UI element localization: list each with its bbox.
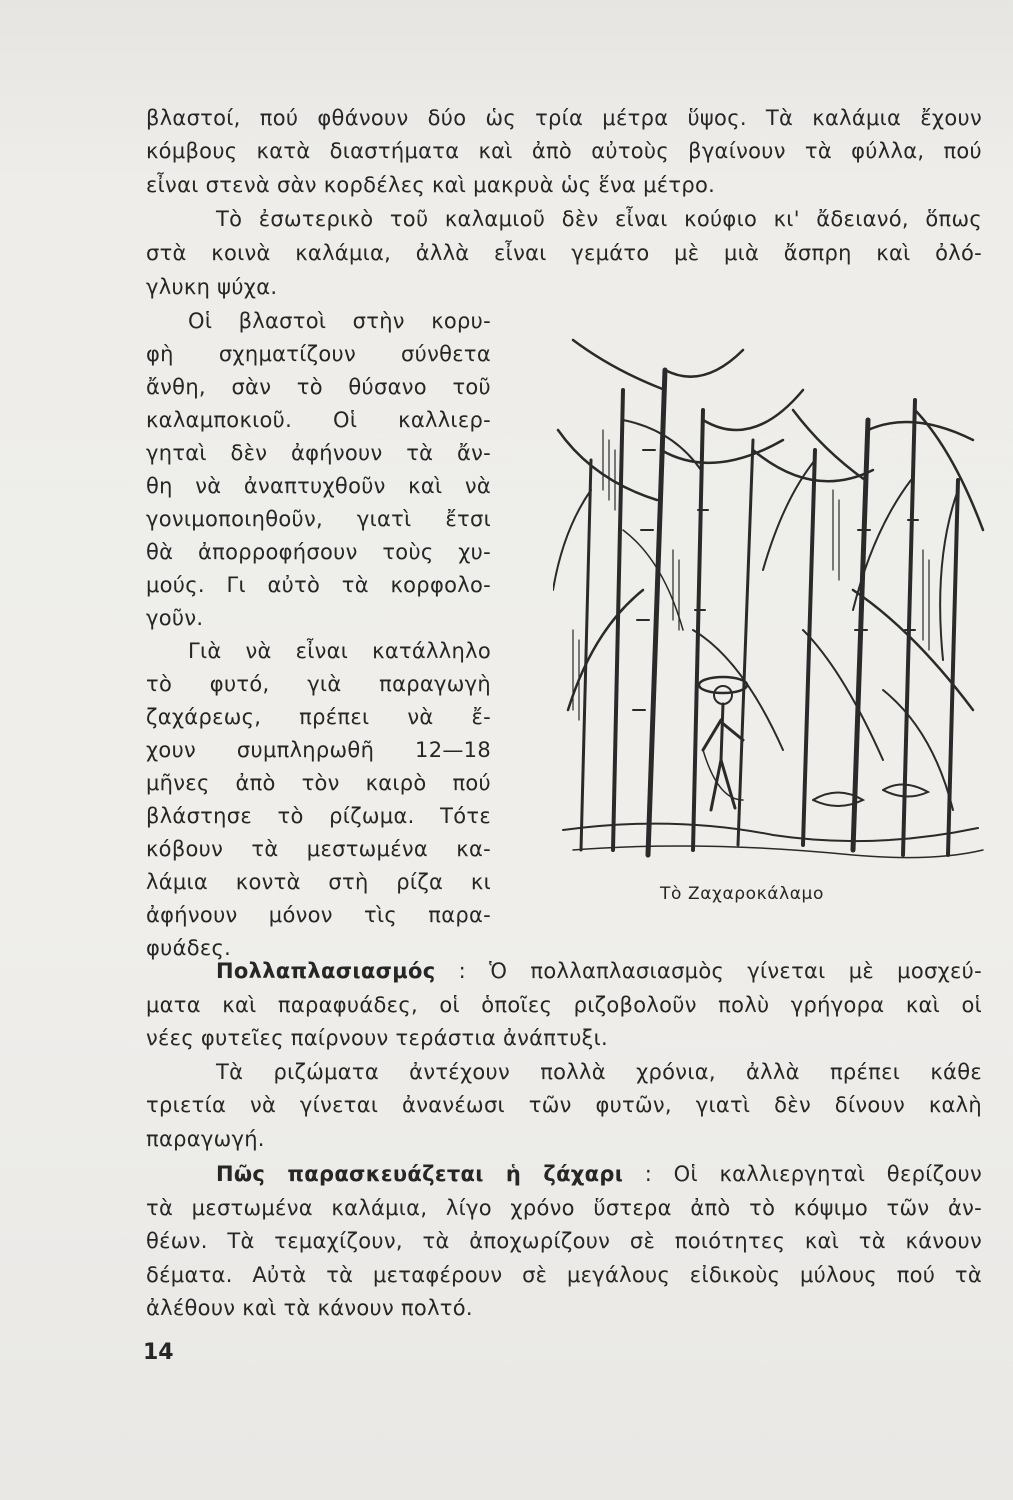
column-line: βλάστησε τὸ ρίζωμα. Τότε [146, 804, 491, 828]
text-line: νέες φυτεῖες παίρνουν τεράστια ἀνάπτυξι. [146, 1026, 609, 1050]
column-line: ἄνθη, σὰν τὸ θύσανο τοῦ [146, 375, 491, 399]
column-line: Γιὰ νὰ εἶναι κατάλληλο [188, 639, 491, 663]
text-line: γλυκη ψύχα. [146, 275, 278, 299]
column-line: φυάδες. [146, 936, 232, 960]
text-line: εἶναι στενὰ σὰν κορδέλες καὶ μακρυὰ ὡς ἕνα μέτρο. [146, 173, 716, 197]
text-line: κόμβους κατὰ διαστήματα καὶ ἀπὸ αὐτοὺς βγαίνουν τὰ φύλλα, πού [146, 139, 982, 163]
text-line: ματα καὶ παραφυάδες, οἱ ὁποῖες ριζοβολοῦν πολὺ γρήγορα καὶ οἱ [146, 993, 982, 1017]
column-line: θη νὰ ἀναπτυχθοῦν καὶ νὰ [146, 474, 491, 498]
text-line: δέματα. Αὐτὰ τὰ μεταφέρουν σὲ μεγάλους εἰδικοὺς μύλους πού τὰ [146, 1263, 982, 1287]
text-line: στὰ κοινὰ καλάμια, ἀλλὰ εἶναι γεμάτο μὲ μιὰ ἄσπρη καὶ ὀλό- [146, 241, 982, 265]
column-line: ζαχάρεως, πρέπει νὰ ἔ- [146, 705, 491, 729]
column-line: μούς. Γι αὐτὸ τὰ κορφολο- [146, 573, 491, 597]
column-line: χουν συμπληρωθῆ 12—18 [146, 738, 491, 762]
section-heading: Πῶς παρασκευάζεται ἡ ζάχαρι [216, 1162, 624, 1186]
column-line: θὰ ἀπορροφήσουν τοὺς χυ- [146, 540, 491, 564]
column-line: λάμια κοντὰ στὴ ρίζα κι [146, 870, 491, 894]
column-line: καλαμποκιοῦ. Οἱ καλλιερ- [146, 408, 491, 432]
column-line: Οἱ βλαστοὶ στὴν κορυ- [188, 309, 491, 333]
text-line: ἀλέθουν καὶ τὰ κάνουν πολτό. [146, 1296, 473, 1320]
column-line: μῆνες ἀπὸ τὸν καιρὸ πού [146, 771, 491, 795]
section-heading-line [146, 1159, 982, 1189]
text-line: τριετία νὰ γίνεται ἀνανέωσι τῶν φυτῶν, γιατὶ δὲν δίνουν καλὴ [146, 1093, 982, 1117]
text-run: : Ὁ πολλαπλασιασμὸς γίνεται μὲ μοσχεύ- [458, 959, 983, 983]
section-heading-line [146, 956, 982, 986]
image-caption: Τὸ Ζαχαροκάλαμο [660, 884, 824, 904]
column-line: γονιμοποιηθοῦν, γιατὶ ἔτσι [146, 507, 491, 531]
column-line: γοῦν. [146, 606, 204, 630]
page-number: 14 [143, 1340, 174, 1365]
text-line: Τὰ ριζώματα ἀντέχουν πολλὰ χρόνια, ἀλλὰ πρέπει κάθε [216, 1060, 982, 1084]
text-line: θέων. Τὰ τεμαχίζουν, τὰ ἀποχωρίζουν σὲ ποιότητες καὶ τὰ κάνουν [146, 1229, 982, 1253]
column-line: γηταὶ δὲν ἀφήνουν τὰ ἄν- [146, 441, 491, 465]
column-line: φὴ σχηματίζουν σύνθετα [146, 342, 491, 366]
text-line: Τὸ ἐσωτερικὸ τοῦ καλαμιοῦ δὲν εἶναι κούφιο κι' ἄδειανό, ὅπως [216, 207, 982, 231]
column-line: ἀφήνουν μόνον τὶς παρα- [146, 903, 491, 927]
text-line: παραγωγή. [146, 1127, 265, 1151]
text-line: βλαστοί, πού φθάνουν δύο ὡς τρία μέτρα ὕψος. Τὰ καλάμια ἔχουν [146, 106, 982, 130]
text-run: : Οἱ καλλιεργηταὶ θερίζουν [644, 1162, 982, 1186]
sugarcane-illustration [553, 330, 985, 870]
column-line: κόβουν τὰ μεστωμένα κα- [146, 837, 491, 861]
section-heading: Πολλαπλασιασμός [216, 959, 436, 983]
column-line: τὸ φυτό, γιὰ παραγωγὴ [146, 672, 491, 696]
text-line: τὰ μεστωμένα καλάμια, λίγο χρόνο ὕστερα ἀπὸ τὸ κόψιμο τῶν ἀν- [146, 1196, 982, 1220]
